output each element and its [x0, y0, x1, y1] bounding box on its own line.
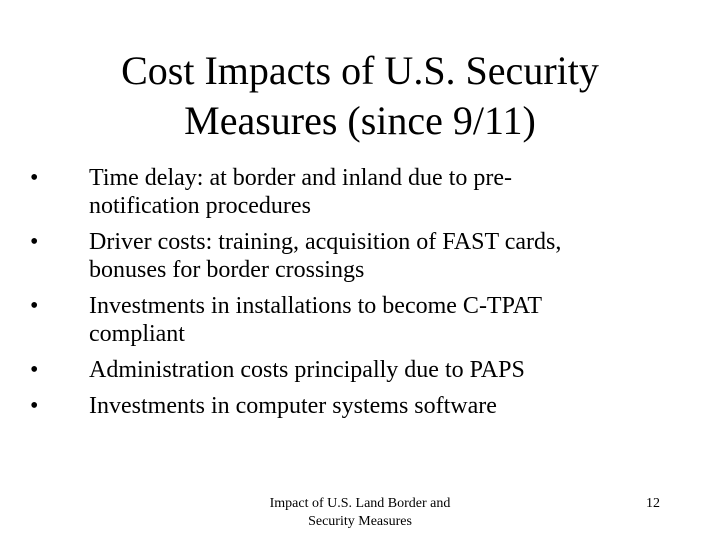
bullet-item-time-delay	[30, 164, 670, 220]
footer-line-1: Impact of U.S. Land Border and	[269, 496, 451, 511]
slide-title-line-2: Measures (since 9/11)	[184, 98, 536, 143]
bullet-text-line: Driver costs: training, acquisition of FAST cards,	[89, 229, 562, 255]
footer-line-2: Security Measures	[308, 514, 412, 529]
bullet-item-driver-costs	[30, 228, 670, 284]
bullet-text-line: notification procedures	[89, 193, 311, 219]
bullet-icon: •	[30, 165, 39, 191]
bullet-item-administration	[30, 356, 670, 384]
bullet-text-line: compliant	[89, 321, 185, 347]
bullet-text-line: Administration costs principally due to PAPS	[89, 357, 525, 383]
bullet-text-line: bonuses for border crossings	[89, 257, 365, 283]
footer-text	[240, 495, 480, 531]
slide-title-line-1: Cost Impacts of U.S. Security	[121, 48, 599, 93]
page-number: 12	[646, 496, 660, 511]
bullet-text-line: Time delay: at border and inland due to pre-	[89, 165, 512, 191]
bullet-icon: •	[30, 293, 39, 319]
slide-title	[60, 46, 660, 146]
bullet-icon: •	[30, 229, 39, 255]
bullet-text-line: Investments in computer systems software	[89, 393, 497, 419]
bullet-item-installations	[30, 292, 670, 348]
bullet-text-line: Investments in installations to become C-TPAT	[89, 293, 543, 319]
bullet-icon: •	[30, 393, 39, 419]
bullet-list	[30, 164, 670, 428]
bullet-icon: •	[30, 357, 39, 383]
bullet-item-computer-systems	[30, 392, 670, 420]
